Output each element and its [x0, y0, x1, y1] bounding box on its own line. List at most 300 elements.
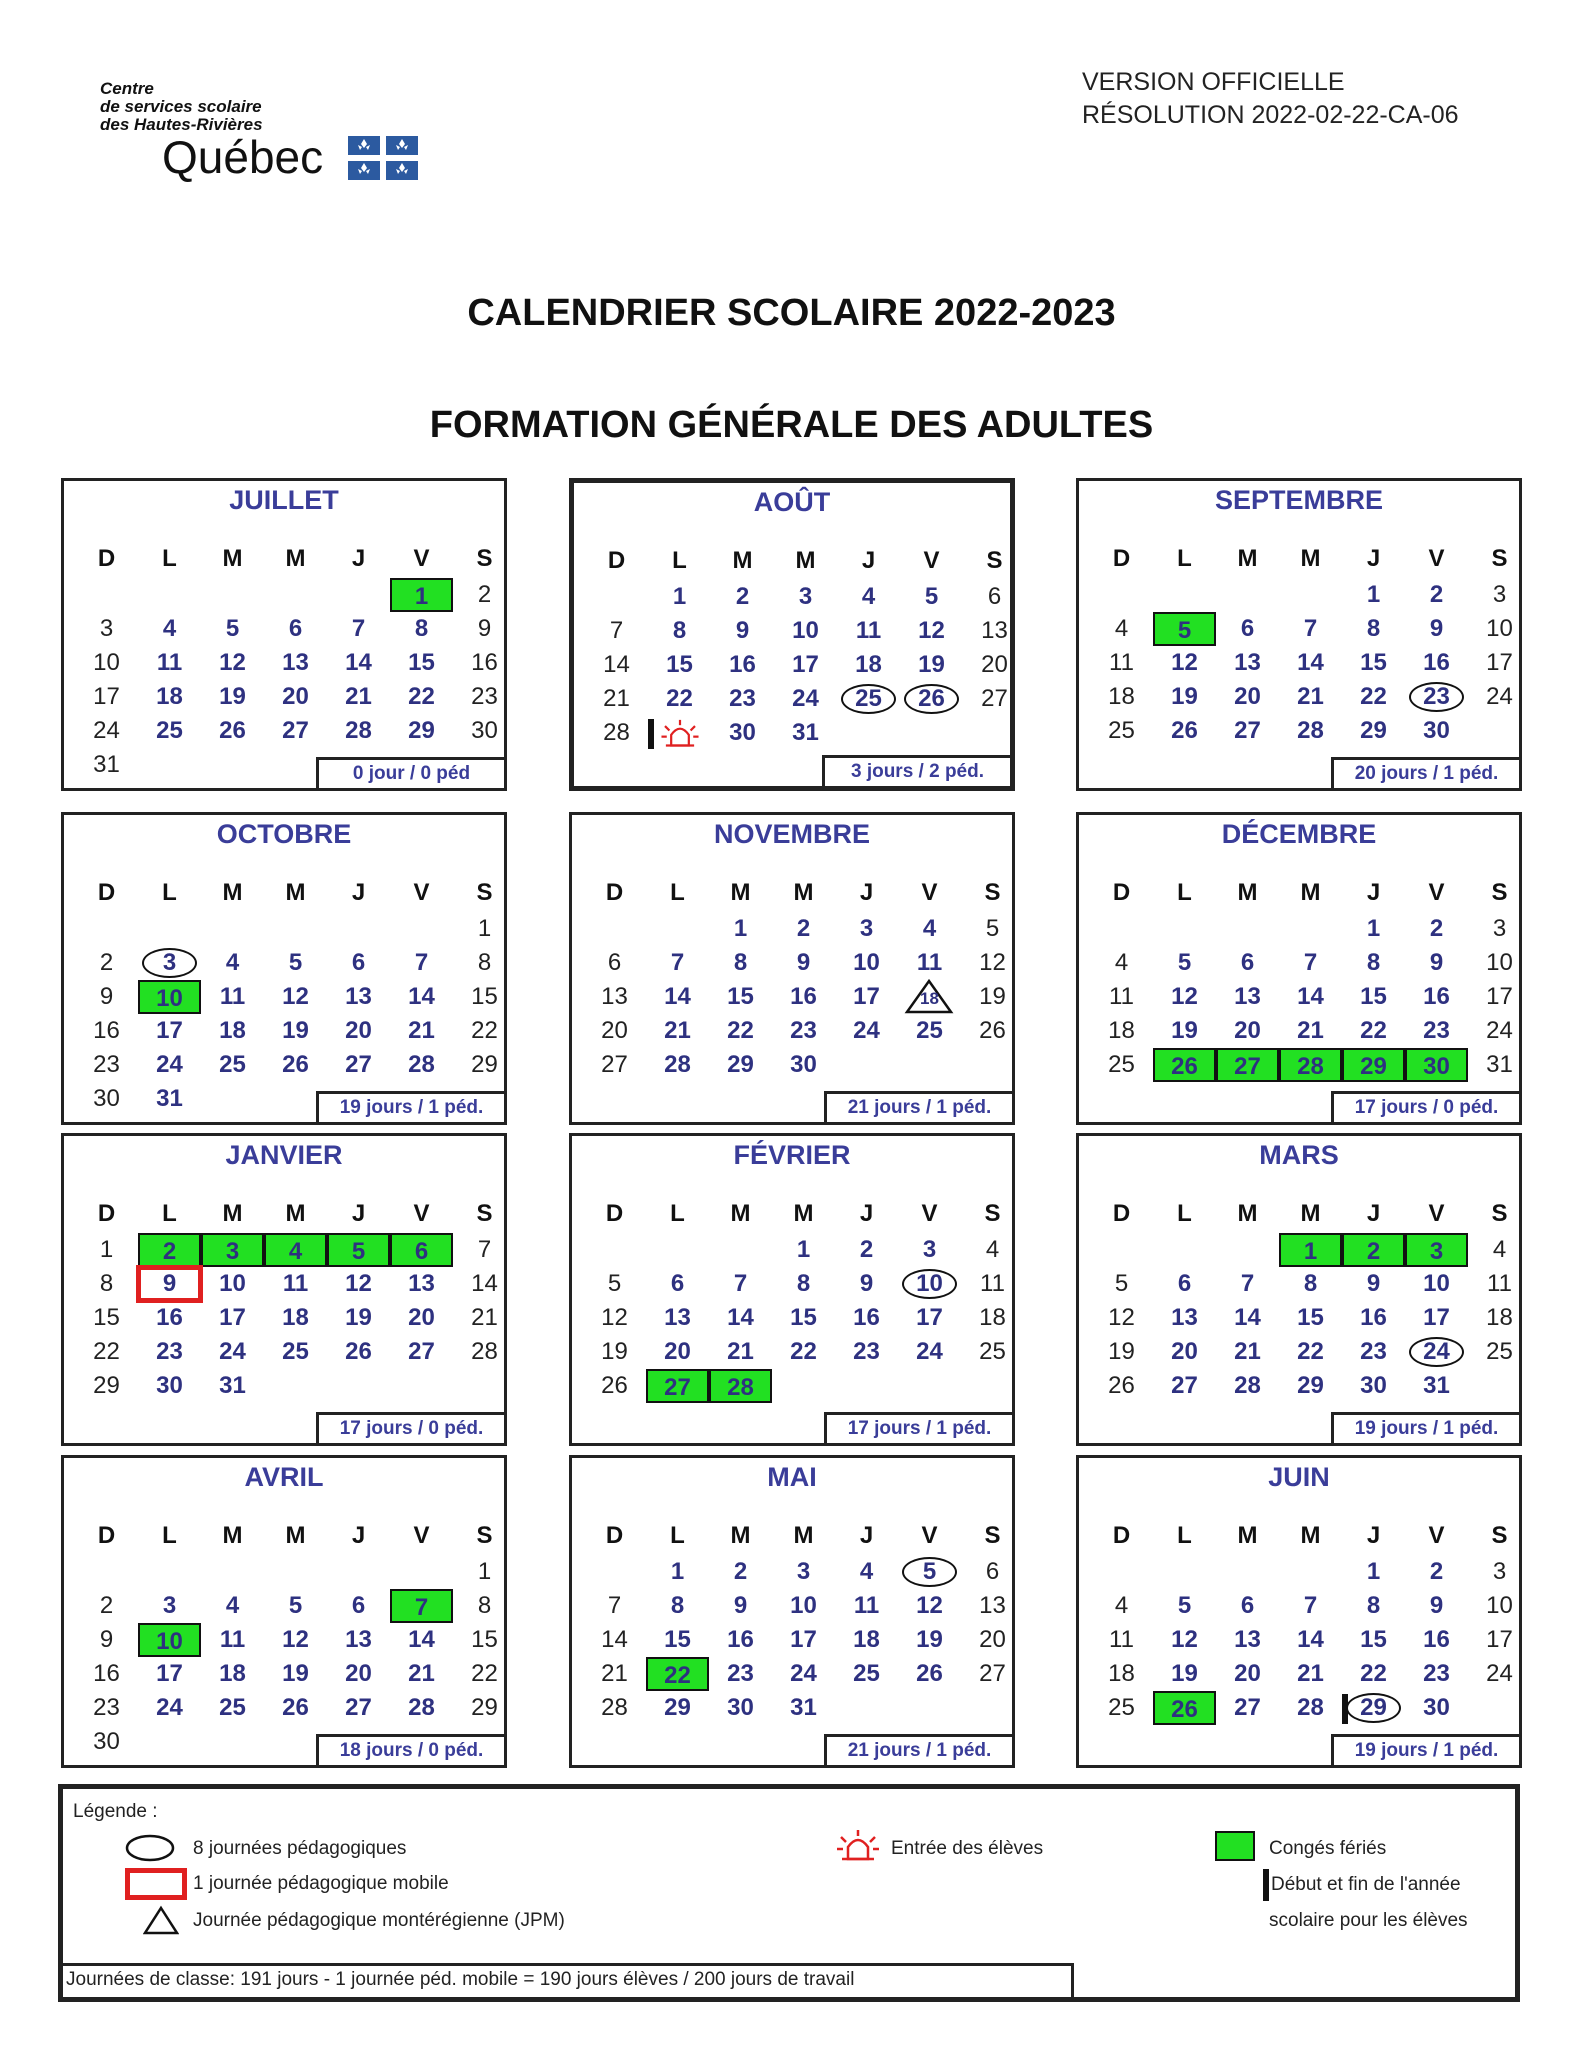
day-cell: 21 [727, 1338, 754, 1365]
day-cell: 17 [1486, 983, 1513, 1010]
day-cell: 4 [859, 1558, 874, 1585]
day-cell: 3 [1405, 1233, 1468, 1267]
day-cell: 15 [1297, 1304, 1324, 1331]
month-name: AOÛT [753, 487, 831, 517]
month-name: FÉVRIER [733, 1140, 851, 1170]
day-cell: 19 [601, 1338, 628, 1365]
day-cell: 5 [288, 949, 303, 976]
day-cell: 24 [853, 1017, 880, 1044]
weekday-header: V [1428, 545, 1445, 572]
legend-bar-line-1: Début et fin de l'année [1271, 1874, 1461, 1895]
day-cell: 23 [1423, 1660, 1450, 1687]
weekday-header: L [670, 879, 685, 906]
day-cell: 10 [1486, 1592, 1513, 1619]
day-cell: 13 [282, 649, 309, 676]
day-cell: 15 [790, 1304, 817, 1331]
weekday-header: M [793, 1522, 814, 1549]
day-cell: 2 [1429, 1558, 1444, 1585]
day-cell: 17 [916, 1304, 943, 1331]
siren-icon [660, 719, 700, 749]
day-cell: 4 [861, 583, 876, 610]
triangle-icon [143, 1905, 179, 1935]
day-cell: 8 [414, 615, 429, 642]
day-cell: 14 [408, 1626, 435, 1653]
day-cell: 15 [1360, 1626, 1387, 1653]
month-summary: 21 jours / 1 péd. [824, 1734, 1015, 1768]
day-cell: 4 [1114, 615, 1129, 642]
day-cell: 19 [979, 983, 1006, 1010]
legend-footer: Journées de classe: 191 jours - 1 journée péd. mobile = 190 jours élèves / 200 jours de travail [66, 1969, 855, 1990]
day-cell: 10 [790, 1592, 817, 1619]
month-summary: 19 jours / 1 péd. [316, 1091, 507, 1125]
day-cell: 3 [922, 1236, 937, 1263]
day-cell: 23 [93, 1051, 120, 1078]
weekday-header: D [605, 1200, 624, 1227]
day-cell: 8 [670, 1592, 685, 1619]
day-cell: 4 [162, 615, 177, 642]
day-cell: 23 [1405, 680, 1468, 714]
day-cell: 12 [1171, 1626, 1198, 1653]
day-cell: 15 [471, 983, 498, 1010]
day-cell: 30 [790, 1051, 817, 1078]
day-cell: 10 [138, 980, 201, 1014]
day-cell: 21 [408, 1660, 435, 1687]
weekday-header: L [162, 1200, 177, 1227]
day-cell: 26 [345, 1338, 372, 1365]
day-cell: 21 [1297, 683, 1324, 710]
day-cell: 6 [670, 1270, 685, 1297]
weekday-header: S [1491, 879, 1508, 906]
day-cell: 30 [727, 1694, 754, 1721]
day-cell: 9 [99, 983, 114, 1010]
weekday-header: M [730, 1200, 751, 1227]
weekday-header: V [413, 879, 430, 906]
weekday-header: D [97, 879, 116, 906]
day-cell: 25 [156, 717, 183, 744]
day-cell: 8 [477, 949, 492, 976]
day-cell: 9 [477, 615, 492, 642]
day-cell: 20 [664, 1338, 691, 1365]
day-cell: 7 [1240, 1270, 1255, 1297]
day-cell: 1 [733, 915, 748, 942]
day-cell: 18 [1108, 683, 1135, 710]
weekday-header: S [1491, 1200, 1508, 1227]
day-cell: 18 [1108, 1660, 1135, 1687]
day-cell: 15 [666, 651, 693, 678]
day-cell: 18 [855, 651, 882, 678]
day-cell: 13 [1234, 1626, 1261, 1653]
month-name: NOVEMBRE [713, 819, 870, 849]
day-cell: 5 [1177, 1592, 1192, 1619]
day-cell: 17 [792, 651, 819, 678]
day-cell: 10 [1423, 1270, 1450, 1297]
day-cell: 18 [219, 1660, 246, 1687]
page-subtitle: FORMATION GÉNÉRALE DES ADULTES [429, 404, 1154, 446]
day-cell: 19 [918, 651, 945, 678]
day-cell: 21 [603, 685, 630, 712]
day-cell: 25 [1108, 1694, 1135, 1721]
day-cell: 3 [796, 1558, 811, 1585]
day-cell: 3 [859, 915, 874, 942]
month-name: OCTOBRE [216, 819, 352, 849]
page-title: CALENDRIER SCOLAIRE 2022-2023 [467, 292, 1116, 334]
day-cell: 20 [345, 1017, 372, 1044]
day-cell: 25 [837, 682, 900, 716]
day-cell: 24 [1405, 1335, 1468, 1369]
day-cell: 5 [1114, 1270, 1129, 1297]
day-cell: 27 [981, 685, 1008, 712]
month-9 [61, 1455, 507, 1768]
day-cell: 12 [345, 1270, 372, 1297]
day-cell: 17 [1423, 1304, 1450, 1331]
weekday-header: M [222, 1522, 243, 1549]
day-cell: 2 [859, 1236, 874, 1263]
day-cell: 8 [1366, 949, 1381, 976]
day-cell: 25 [916, 1017, 943, 1044]
month-0 [61, 478, 507, 791]
day-cell: 5 [924, 583, 939, 610]
version-block [1082, 66, 1459, 132]
weekday-header: V [1428, 879, 1445, 906]
day-cell: 26 [979, 1017, 1006, 1044]
day-cell: 21 [408, 1017, 435, 1044]
day-cell: 14 [664, 983, 691, 1010]
weekday-header: L [162, 1522, 177, 1549]
day-cell: 29 [408, 717, 435, 744]
day-cell: 13 [981, 617, 1008, 644]
day-cell: 31 [792, 719, 819, 746]
day-cell: 14 [603, 651, 630, 678]
day-cell: 1 [796, 1236, 811, 1263]
day-cell: 6 [607, 949, 622, 976]
day-cell: 13 [345, 983, 372, 1010]
day-cell: 18 [1108, 1017, 1135, 1044]
weekday-header: L [162, 879, 177, 906]
weekday-header: V [413, 545, 430, 572]
day-cell: 19 [1171, 1017, 1198, 1044]
day-cell: 11 [1109, 649, 1134, 676]
day-cell: 20 [282, 683, 309, 710]
day-cell: 24 [790, 1660, 817, 1687]
weekday-header: L [672, 547, 687, 574]
day-cell: 4 [1492, 1236, 1507, 1263]
legend-ped: 8 journées pédagogiques [193, 1838, 407, 1859]
weekday-header: V [921, 879, 938, 906]
day-cell: 28 [471, 1338, 498, 1365]
weekday-header: L [162, 545, 177, 572]
weekday-header: J [1366, 1200, 1381, 1227]
weekday-header: S [476, 1200, 493, 1227]
day-cell: 15 [727, 983, 754, 1010]
month-summary: 21 jours / 1 péd. [824, 1091, 1015, 1125]
logo-line-1: Centre [100, 79, 154, 98]
day-cell: 11 [916, 949, 943, 976]
weekday-header: S [1491, 545, 1508, 572]
day-cell: 16 [1423, 649, 1450, 676]
day-cell: 18 [282, 1304, 309, 1331]
day-cell: 2 [1429, 581, 1444, 608]
day-cell: 5 [1153, 612, 1216, 646]
day-cell: 24 [1486, 683, 1513, 710]
weekday-header: L [1177, 1522, 1192, 1549]
version-line-2: RÉSOLUTION 2022-02-22-CA-06 [1082, 101, 1459, 129]
weekday-header: D [97, 1522, 116, 1549]
weekday-header: J [351, 1522, 366, 1549]
day-cell: 12 [918, 617, 945, 644]
legend-mobile: 1 journée pédagogique mobile [193, 1873, 449, 1894]
month-summary: 20 jours / 1 péd. [1331, 757, 1522, 791]
day-cell: 2 [735, 583, 750, 610]
day-cell: 6 [987, 583, 1002, 610]
day-cell: 19 [282, 1017, 309, 1044]
day-cell: 9 [1429, 1592, 1444, 1619]
month-4 [569, 812, 1015, 1125]
day-cell: 7 [351, 615, 366, 642]
day-cell: 22 [790, 1338, 817, 1365]
day-cell: 10 [792, 617, 819, 644]
day-cell: 9 [859, 1270, 874, 1297]
day-cell: 6 [1240, 949, 1255, 976]
day-cell: 1 [670, 1558, 685, 1585]
weekday-header: D [97, 545, 116, 572]
day-cell: 12 [1108, 1304, 1135, 1331]
legend-footer-box [63, 1963, 1074, 1997]
day-cell: 30 [156, 1372, 183, 1399]
weekday-header: L [670, 1200, 685, 1227]
day-cell: 24 [1486, 1017, 1513, 1044]
day-cell: 16 [1360, 1304, 1387, 1331]
weekday-header: S [984, 879, 1001, 906]
weekday-header: J [859, 879, 874, 906]
day-cell: 21 [471, 1304, 498, 1331]
day-cell: 7 [1303, 1592, 1318, 1619]
day-cell: 11 [855, 617, 882, 644]
weekday-header: M [222, 879, 243, 906]
day-cell: 10 [219, 1270, 246, 1297]
legend-bar-line-2: scolaire pour les élèves [1269, 1910, 1468, 1931]
weekday-header: M [730, 879, 751, 906]
day-cell: 14 [408, 983, 435, 1010]
day-cell-entree [648, 716, 711, 750]
day-cell: 14 [601, 1626, 628, 1653]
day-cell: 13 [1234, 983, 1261, 1010]
day-cell: 25 [219, 1051, 246, 1078]
day-cell: 22 [727, 1017, 754, 1044]
green-box-icon [1215, 1831, 1255, 1861]
day-cell: 22 [93, 1338, 120, 1365]
weekday-header: J [1366, 1522, 1381, 1549]
day-cell: 16 [471, 649, 498, 676]
day-cell: 18 [156, 683, 183, 710]
ellipse-icon [125, 1833, 175, 1863]
day-cell: 23 [727, 1660, 754, 1687]
month-summary: 17 jours / 0 péd. [316, 1412, 507, 1446]
day-cell: 26 [601, 1372, 628, 1399]
day-cell: 4 [985, 1236, 1000, 1263]
day-cell: 21 [1297, 1017, 1324, 1044]
day-cell: 2 [1342, 1233, 1405, 1267]
weekday-header: M [1300, 1522, 1321, 1549]
weekday-header: S [984, 1522, 1001, 1549]
day-cell: 28 [408, 1051, 435, 1078]
day-cell: 4 [225, 949, 240, 976]
day-cell: 25 [219, 1694, 246, 1721]
day-cell: 16 [729, 651, 756, 678]
month-8 [1076, 1133, 1522, 1446]
day-cell: 29 [727, 1051, 754, 1078]
day-cell: 20 [979, 1626, 1006, 1653]
weekday-header: M [285, 879, 306, 906]
weekday-header: M [793, 879, 814, 906]
day-cell: 22 [1297, 1338, 1324, 1365]
day-cell: 22 [1360, 1660, 1387, 1687]
day-cell: 29 [1342, 1048, 1405, 1082]
month-summary: 18 jours / 0 péd. [316, 1734, 507, 1768]
day-cell: 1 [1366, 581, 1381, 608]
weekday-header: M [793, 1200, 814, 1227]
day-cell: 15 [93, 1304, 120, 1331]
day-cell: 4 [264, 1233, 327, 1267]
day-cell: 19 [345, 1304, 372, 1331]
day-cell: 5 [327, 1233, 390, 1267]
weekday-header: D [1112, 1522, 1131, 1549]
day-cell: 25 [282, 1338, 309, 1365]
day-cell: 10 [93, 649, 120, 676]
weekday-header: S [984, 1200, 1001, 1227]
day-cell: 9 [99, 1626, 114, 1653]
day-cell: 29 [1342, 1691, 1405, 1725]
day-cell: 13 [601, 983, 628, 1010]
day-cell: 18 [979, 1304, 1006, 1331]
day-cell: 3 [798, 583, 813, 610]
day-cell: 6 [390, 1233, 453, 1267]
day-cell: 10 [1486, 615, 1513, 642]
day-cell: 16 [790, 983, 817, 1010]
day-cell: 10 [898, 1267, 961, 1301]
logo-line-2: de services scolaire [100, 97, 262, 116]
day-cell: 2 [1429, 915, 1444, 942]
weekday-header: V [921, 1522, 938, 1549]
day-cell: 10 [853, 949, 880, 976]
day-cell: 11 [219, 1626, 246, 1653]
day-cell: 1 [1366, 915, 1381, 942]
day-cell: 2 [138, 1233, 201, 1267]
day-cell: 18 [853, 1626, 880, 1653]
day-cell: 20 [1234, 1660, 1261, 1687]
day-cell: 26 [1153, 1691, 1216, 1725]
day-cell: 28 [1279, 1048, 1342, 1082]
month-name: JUILLET [229, 485, 339, 515]
day-cell: 3 [99, 615, 114, 642]
weekday-header: J [859, 1522, 874, 1549]
day-cell: 22 [666, 685, 693, 712]
day-cell: 1 [477, 1558, 492, 1585]
red-box-icon [125, 1868, 187, 1900]
day-cell: 11 [853, 1592, 880, 1619]
day-cell: 12 [916, 1592, 943, 1619]
day-cell: 8 [1366, 615, 1381, 642]
weekday-header: D [97, 1200, 116, 1227]
day-cell: 12 [601, 1304, 628, 1331]
day-cell: 16 [93, 1017, 120, 1044]
day-cell: 26 [1171, 717, 1198, 744]
day-cell: 2 [99, 949, 114, 976]
day-cell: 12 [1171, 649, 1198, 676]
month-1 [569, 478, 1015, 791]
day-cell: 16 [853, 1304, 880, 1331]
month-5 [1076, 812, 1522, 1125]
day-cell: 14 [345, 649, 372, 676]
month-name: JUIN [1268, 1462, 1330, 1492]
day-cell: 16 [93, 1660, 120, 1687]
day-cell: 26 [900, 682, 963, 716]
weekday-header: M [285, 545, 306, 572]
day-cell: 26 [282, 1051, 309, 1078]
day-cell: 25 [979, 1338, 1006, 1365]
day-cell: 1 [390, 578, 453, 612]
day-cell: 19 [282, 1660, 309, 1687]
day-cell: 17 [156, 1660, 183, 1687]
day-cell: 16 [1423, 983, 1450, 1010]
day-cell: 13 [345, 1626, 372, 1653]
day-cell: 5 [898, 1555, 961, 1589]
day-cell: 25 [1108, 717, 1135, 744]
day-cell: 3 [201, 1233, 264, 1267]
day-cell: 5 [985, 915, 1000, 942]
day-cell: 2 [99, 1592, 114, 1619]
weekday-header: D [1112, 545, 1131, 572]
day-cell: 29 [1297, 1372, 1324, 1399]
day-cell: 30 [93, 1085, 120, 1112]
day-cell: 13 [408, 1270, 435, 1297]
day-cell: 9 [733, 1592, 748, 1619]
day-cell: 25 [853, 1660, 880, 1687]
weekday-header: M [222, 545, 243, 572]
day-cell: 17 [219, 1304, 246, 1331]
day-cell: 21 [1297, 1660, 1324, 1687]
weekday-header: M [732, 547, 753, 574]
month-summary: 19 jours / 1 péd. [1331, 1734, 1522, 1768]
day-cell: 6 [1240, 1592, 1255, 1619]
month-7 [569, 1133, 1015, 1446]
weekday-header: S [986, 547, 1003, 574]
day-cell: 28 [1297, 717, 1324, 744]
day-cell: 18 [219, 1017, 246, 1044]
month-11 [1076, 1455, 1522, 1768]
weekday-header: M [222, 1200, 243, 1227]
day-cell: 16 [727, 1626, 754, 1653]
day-cell: 24 [792, 685, 819, 712]
weekday-header: S [476, 545, 493, 572]
day-cell: 21 [664, 1017, 691, 1044]
quebec-flag-icon [348, 136, 418, 180]
day-cell: 17 [93, 683, 120, 710]
day-cell: 27 [979, 1660, 1006, 1687]
day-cell: 8 [99, 1270, 114, 1297]
weekday-header: V [1428, 1522, 1445, 1549]
month-10 [569, 1455, 1015, 1768]
day-cell: 14 [1297, 1626, 1324, 1653]
day-cell: 28 [601, 1694, 628, 1721]
day-cell: 21 [601, 1660, 628, 1687]
day-cell: 24 [1486, 1660, 1513, 1687]
day-cell: 15 [408, 649, 435, 676]
day-cell: 3 [1492, 1558, 1507, 1585]
weekday-header: M [795, 547, 816, 574]
day-cell: 20 [1171, 1338, 1198, 1365]
day-cell: 7 [609, 617, 624, 644]
day-cell: 27 [1171, 1372, 1198, 1399]
